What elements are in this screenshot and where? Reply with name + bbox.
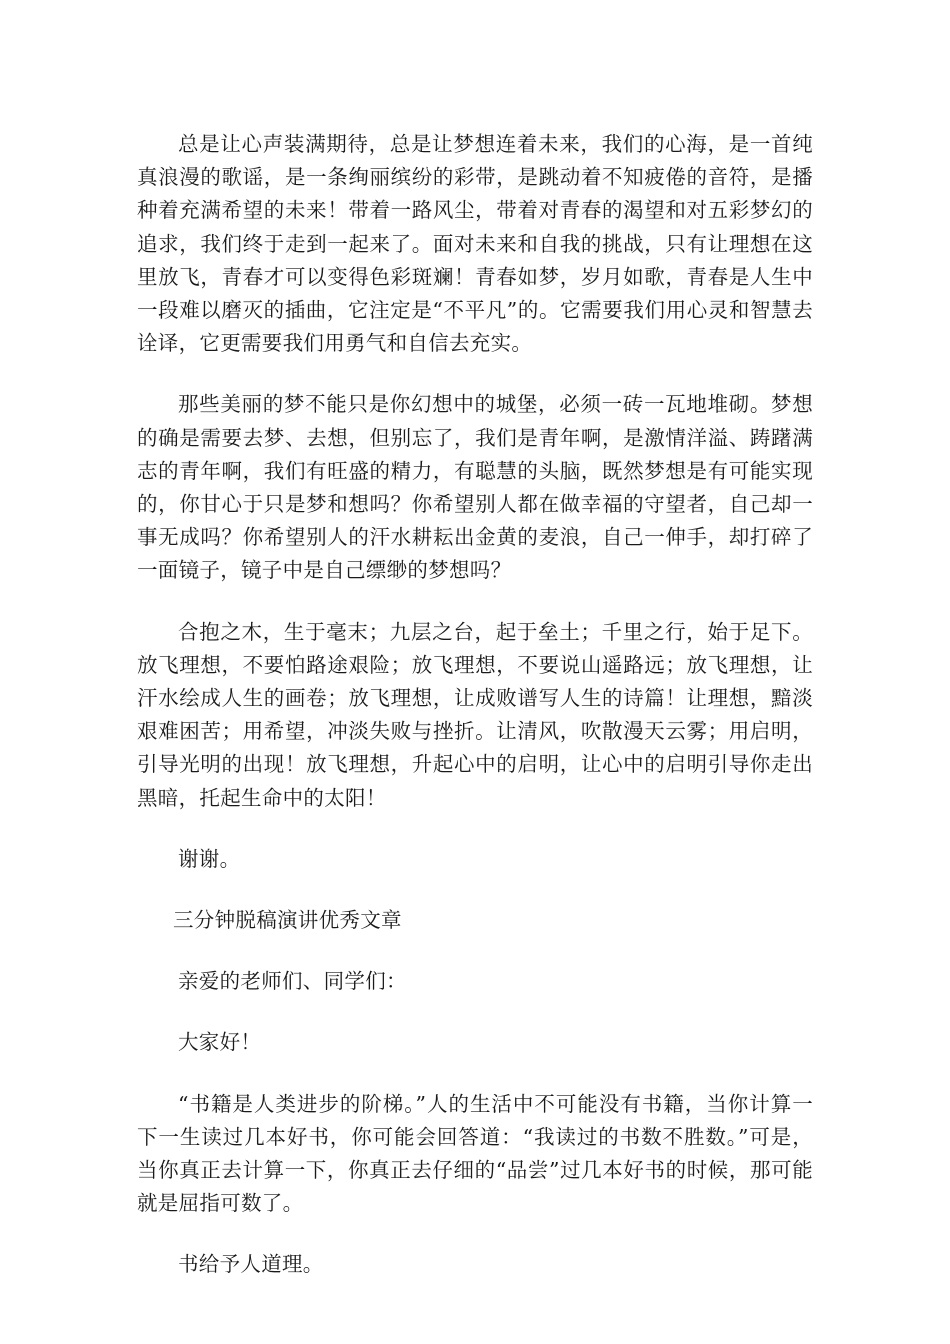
paragraph-beautiful-dream: 那些美丽的梦不能只是你幻想中的城堡，必须一砖一瓦地堆砌。梦想的确是需要去梦、去想，但别忘了，我们是青年啊，是激情洋溢、踌躇满志的青年啊，我们有旺盛的精力，有聪慧的头脑，既然梦想是有可能实现的，你甘心于只是梦和想吗？你希望别人都在做幸福的守望者，自己却一事无成吗？你希望别人的汗水耕耘出金黄的麦浪，自己一伸手，却打碎了一面镜子，镜子中是自己缥缈的梦想吗？ xyxy=(137,392,813,583)
paragraph-hello: 大家好！ xyxy=(178,1030,262,1055)
paragraph-dream-future: 总是让心声装满期待，总是让梦想连着未来，我们的心海，是一首纯真浪漫的歌谣，是一条绚丽缤纷的彩带，是跳动着不知疲倦的音符，是播种着充满希望的未来！带着一路风尘，带着对青春的渴望和对五彩梦幻的追求，我们终于走到一起来了。面对未来和自我的挑战，只有让理想在这里放飞，青春才可以变得色彩斑斓！青春如梦，岁月如歌，青春是人生中一段难以磨灭的插曲，它注定是“不平凡”的。它需要我们用心灵和智慧去诠译，它更需要我们用勇气和自信去充实。 xyxy=(137,132,813,356)
paragraph-fly-ideal: 合抱之木，生于毫末；九层之台，起于垒土；千里之行，始于足下。放飞理想，不要怕路途艰险；放飞理想，不要说山遥路远；放飞理想，让汗水绘成人生的画卷；放飞理想，让成败谱写人生的诗篇！让理想，黯淡艰难困苦；用希望，冲淡失败与挫折。让清风，吹散漫天云雾；用启明，引导光明的出现！放飞理想，升起心中的启明，让心中的启明引导你走出黑暗，托起生命中的太阳！ xyxy=(137,619,813,810)
paragraph-books-reason: 书给予人道理。 xyxy=(178,1252,324,1277)
paragraph-greeting-audience: 亲爱的老师们、同学们： xyxy=(178,969,407,994)
paragraph-books-ladder: “书籍是人类进步的阶梯。”人的生活中不可能没有书籍，当你计算一下一生读过几本好书，你可能会回答道：“我读过的书数不胜数。”可是，当你真正去计算一下，你真正去仔细的“品尝”过几本好书的时候，那可能就是屈指可数了。 xyxy=(137,1091,813,1216)
section-heading: 三分钟脱稿演讲优秀文章 xyxy=(173,908,402,933)
document-page xyxy=(137,128,813,1310)
paragraph-thanks: 谢谢。 xyxy=(178,846,241,871)
